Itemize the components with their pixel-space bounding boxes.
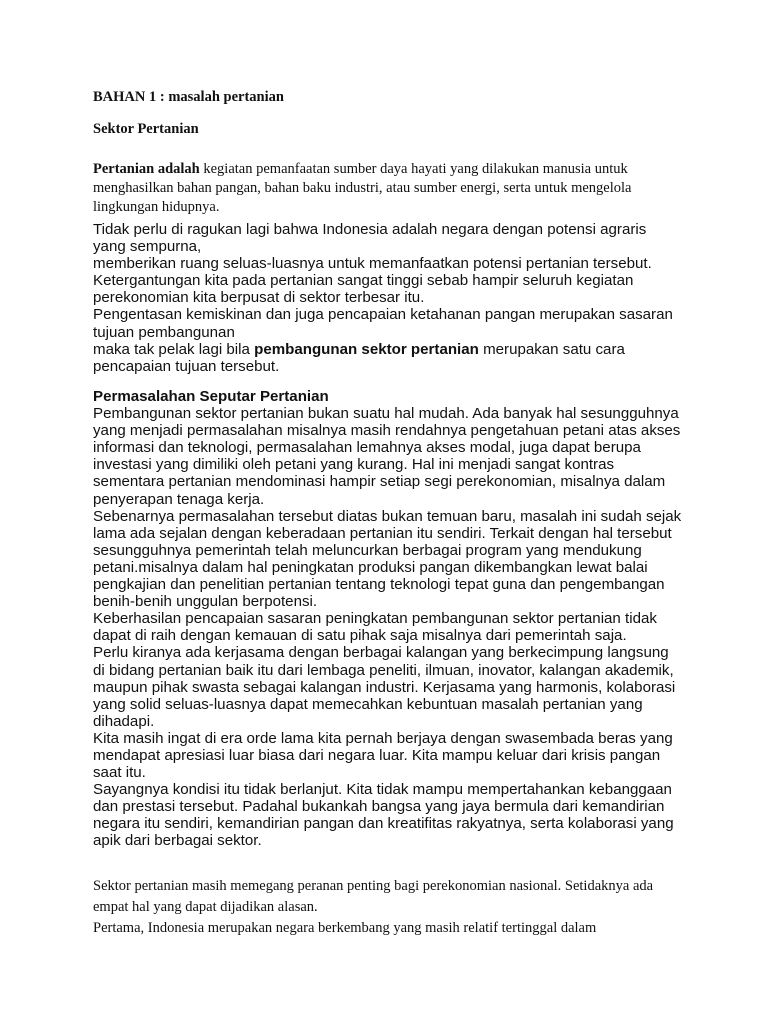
paragraph: Tidak perlu di ragukan lagi bahwa Indonesia adalah negara dengan potensi agraris yang sempurna, (93, 221, 647, 256)
problems-heading: Permasalahan Seputar Pertanian (93, 388, 329, 405)
paragraph: Ketergantungan kita pada pertanian sangat tinggi sebab hampir seluruh kegiatan perekonomian kita berpusat di sektor terbesar itu. (93, 272, 634, 307)
paragraph: Keberhasilan pencapaian sasaran peningkatan pembangunan sektor pertanian tidak dapat di raih dengan kemauan di satu pihak saja misalnya dari pemerintah saja. (93, 610, 657, 645)
paragraph: Pembangunan sektor pertanian bukan suatu hal mudah. Ada banyak hal sesungguhnya yang menjadi permasalahan misalnya masih rendahnya pengetahuan petani atas akses informasi dan teknologi, permasalahan lemahnya akses modal, juga dapat berupa investasi yang dimiliki oleh petani yang kurang. Hal ini menjadi sangat kontras sementara pertanian mendominasi hampir setiap segi perekonomian, misalnya dalam penyerapan tenaga kerja. (93, 405, 681, 508)
paragraph: Kita masih ingat di era orde lama kita pernah berjaya dengan swasembada beras yang mendapat apresiasi luar biasa dari negara luar. Kita mampu keluar dari krisis pangan saat itu. (93, 729, 673, 782)
paragraph: Perlu kiranya ada kerjasama dengan berbagai kalangan yang berkecimpung langsung di bidang pertanian baik itu dari lembaga peneliti, ilmuan, inovator, kalangan akademik, maupun pihak swasta sebagai kalangan industri. Kerjasama yang harmonis, kolaborasi yang solid seluas-luasnya dapat memecahkan kebuntuan masalah pertanian yang dihadapi. (93, 644, 676, 730)
paragraph (93, 341, 683, 375)
paragraph: Sektor pertanian masih memegang peranan penting bagi perekonomian nasional. Setidaknya ada empat hal yang dapat dijadikan alasan. (93, 878, 654, 915)
intro-paragraph (93, 160, 673, 217)
paragraph: Pengentasan kemiskinan dan juga pencapaian ketahanan pangan merupakan sasaran tujuan pembangunan (93, 306, 673, 341)
paragraph: Sebenarnya permasalahan tersebut diatas bukan temuan baru, masalah ini sudah sejak lama ada sejalan dengan keberadaan pertanian itu sendiri. Terkait dengan hal tersebut sesungguhnya pemerintah telah meluncurkan berbagai program yang mendukung petani.misalnya dalam hal peningkatan produksi pangan dikembangkan lewat balai pengkajian dan penelitian pertanian tentang teknologi tepat guna dan pengembangan benih-benih unggulan berpotensi. (93, 507, 682, 611)
bold-phrase: pembangunan sektor pertanian (254, 340, 479, 358)
closing-section (93, 876, 678, 939)
intro-lead-bold: Pertanian adalah (93, 161, 200, 177)
paragraph-text: merupakan satu cara pencapaian tujuan tersebut. (93, 340, 625, 375)
paragraph-text: maka tak pelak lagi bila (93, 340, 255, 358)
document-title: BAHAN 1 : masalah pertanian (93, 89, 284, 105)
paragraph: Pertama, Indonesia merupakan negara berkembang yang masih relatif tertinggal dalam (93, 920, 597, 936)
potential-block (93, 221, 683, 375)
section-heading: Sektor Pertanian (93, 121, 199, 137)
intro-text: kegiatan pemanfaatan sumber daya hayati yang dilakukan manusia untuk menghasilkan bahan pangan, bahan baku industri, atau sumber energi, serta untuk mengelola lingkungan hidupnya. (93, 161, 632, 215)
problems-section (93, 388, 683, 850)
paragraph: memberikan ruang seluas-luasnya untuk memanfaatkan potensi pertanian tersebut. (93, 255, 652, 273)
paragraph: Sayangnya kondisi itu tidak berlanjut. Kita tidak mampu mempertahankan kebanggaan dan prestasi tersebut. Padahal bukankah bangsa yang jaya bermula dari kemandirian negara itu sendiri, kemandirian pangan dan kreatifitas rakyatnya, serta kolaborasi yang apik dari berbagai sektor. (93, 781, 674, 850)
